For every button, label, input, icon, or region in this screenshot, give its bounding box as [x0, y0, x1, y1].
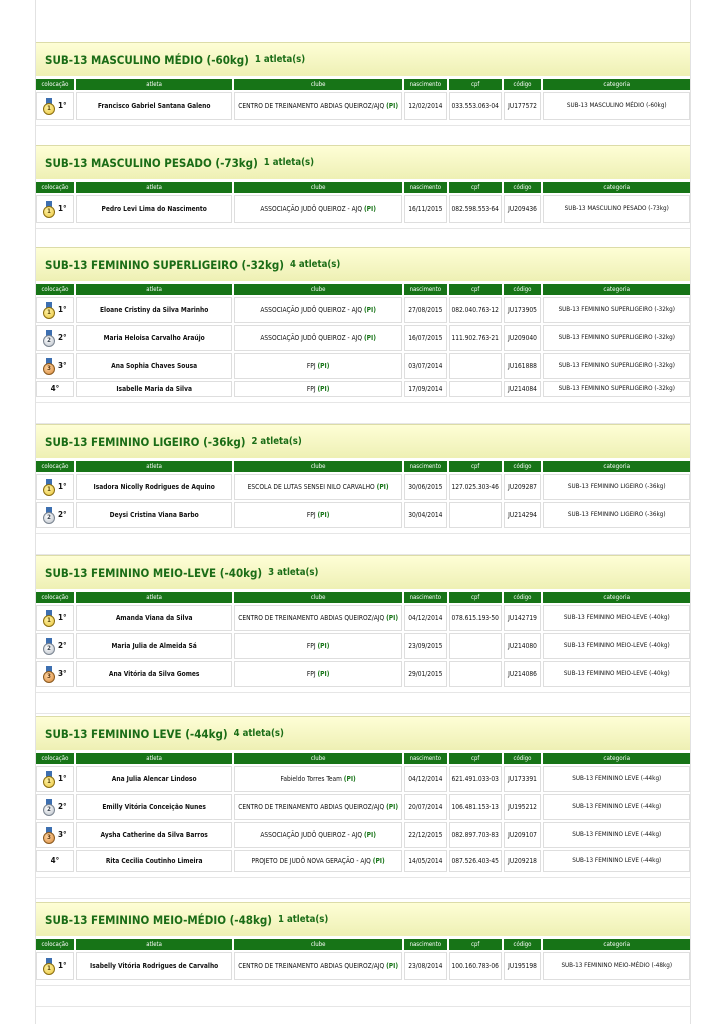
athlete-name: Aysha Catherine da Silva Barros: [76, 822, 233, 848]
club-name: FPJ: [306, 511, 316, 519]
club-cell: [234, 661, 401, 687]
cpf: [449, 633, 502, 659]
header-cpf: cpf: [449, 461, 502, 472]
athlete-count: 4 atleta(s): [233, 728, 284, 739]
club-cell: [234, 822, 401, 848]
club-cell: [234, 353, 401, 379]
category: SUB-13 FEMININO LEVE (-44kg): [543, 766, 690, 792]
bronze-medal-icon: 3: [43, 666, 55, 683]
placement: 1°: [58, 204, 67, 213]
header-nascimento: nascimento: [404, 753, 447, 764]
club-cell: [234, 297, 401, 323]
birth-date: 27/08/2015: [404, 297, 447, 323]
header-cpf: cpf: [449, 753, 502, 764]
silver-medal-icon: 2: [43, 507, 55, 524]
header-atleta: atleta: [76, 939, 233, 950]
table-row: [36, 822, 690, 848]
section-header: [36, 145, 690, 179]
club-name: ASSOCIAÇÃO JUDÔ QUEIROZ - AJQ: [260, 334, 363, 342]
header-clube: clube: [234, 182, 401, 193]
athlete-code: JU209287: [504, 474, 542, 500]
athlete-code: JU214294: [504, 502, 542, 528]
header-clube: clube: [234, 939, 401, 950]
category: SUB-13 FEMININO SUPERLIGEIRO (-32kg): [543, 381, 690, 397]
athlete-name: Maria Heloisa Carvalho Araújo: [76, 325, 233, 351]
birth-date: 16/07/2015: [404, 325, 447, 351]
cpf: 087.526.403-45: [449, 850, 502, 872]
bronze-medal-icon: 3: [43, 358, 55, 375]
section-title: SUB-13 MASCULINO MÉDIO (-60kg): [45, 52, 249, 67]
results-table: [36, 182, 690, 223]
header-colocacao: colocação: [36, 461, 74, 472]
header-cpf: cpf: [449, 592, 502, 603]
gold-medal-icon: 1: [43, 958, 55, 975]
placement: 3°: [58, 830, 67, 839]
results-table: [36, 461, 690, 528]
header-atleta: atleta: [76, 753, 233, 764]
athlete-code: JU214080: [504, 633, 542, 659]
athlete-code: JU177572: [504, 92, 542, 120]
section-spacer: [36, 985, 690, 1007]
category-section: [36, 555, 690, 714]
birth-date: 03/07/2014: [404, 353, 447, 379]
club-name: CENTRO DE TREINAMENTO ABDIAS QUEIROZ/AJQ: [238, 102, 385, 110]
header-cpf: cpf: [449, 79, 502, 90]
header-categoria: categoria: [543, 753, 690, 764]
results-page: [35, 0, 691, 1024]
section-title: SUB-13 MASCULINO PESADO (-73kg): [45, 155, 258, 170]
header-nascimento: nascimento: [404, 182, 447, 193]
athlete-count: 2 atleta(s): [251, 436, 302, 447]
header-categoria: categoria: [543, 939, 690, 950]
athlete-name: Eloane Cristiny da Silva Marinho: [76, 297, 233, 323]
header-codigo: código: [504, 79, 542, 90]
placement-cell: [36, 794, 74, 820]
table-row: [36, 766, 690, 792]
club-state: (PI): [363, 306, 376, 314]
section-title: SUB-13 FEMININO MEIO-MÉDIO (-48kg): [45, 912, 273, 927]
athlete-code: JU209107: [504, 822, 542, 848]
results-table: [36, 284, 690, 397]
placement: 2°: [58, 641, 67, 650]
section-spacer: [36, 533, 690, 555]
birth-date: 17/09/2014: [404, 381, 447, 397]
gold-medal-icon: 1: [43, 610, 55, 627]
gold-medal-icon: 1: [43, 201, 55, 218]
club-state: (PI): [363, 205, 376, 213]
placement-cell: [36, 850, 74, 872]
club-cell: [234, 325, 401, 351]
gold-medal-icon: 1: [43, 771, 55, 788]
athlete-code: JU195212: [504, 794, 542, 820]
header-colocacao: colocação: [36, 79, 74, 90]
club-cell: [234, 794, 401, 820]
cpf: 127.025.303-46: [449, 474, 502, 500]
birth-date: 20/07/2014: [404, 794, 447, 820]
athlete-count: 3 atleta(s): [268, 567, 319, 578]
header-categoria: categoria: [543, 592, 690, 603]
category: SUB-13 FEMININO LIGEIRO (-36kg): [543, 502, 690, 528]
athlete-name: Isabelle Maria da Silva: [76, 381, 233, 397]
category: SUB-13 FEMININO LEVE (-44kg): [543, 794, 690, 820]
results-table: [36, 79, 690, 120]
category-section: [36, 247, 690, 424]
header-atleta: atleta: [76, 592, 233, 603]
cpf: [449, 661, 502, 687]
athlete-name: Rita Cecilia Coutinho Limeira: [76, 850, 233, 872]
placement: 1°: [58, 961, 67, 970]
header-codigo: código: [504, 592, 542, 603]
header-colocacao: colocação: [36, 182, 74, 193]
athlete-name: Maria Julia de Almeida Sá: [76, 633, 233, 659]
table-header: [36, 182, 690, 193]
table-header: [36, 79, 690, 90]
club-name: FPJ: [306, 642, 316, 650]
athlete-name: Francisco Gabriel Santana Galeno: [76, 92, 233, 120]
section-header: [36, 424, 690, 458]
results-table: [36, 592, 690, 687]
placement-cell: [36, 92, 74, 120]
club-state: (PI): [386, 803, 399, 811]
category: SUB-13 FEMININO SUPERLIGEIRO (-32kg): [543, 325, 690, 351]
gold-medal-icon: 1: [43, 479, 55, 496]
table-row: [36, 605, 690, 631]
cpf: [449, 353, 502, 379]
table-row: [36, 381, 690, 397]
header-categoria: categoria: [543, 284, 690, 295]
placement-cell: [36, 353, 74, 379]
header-cpf: cpf: [449, 284, 502, 295]
gold-medal-icon: 1: [43, 302, 55, 319]
section-title: SUB-13 FEMININO SUPERLIGEIRO (-32kg): [45, 257, 284, 272]
header-clube: clube: [234, 461, 401, 472]
header-clube: clube: [234, 592, 401, 603]
club-cell: [234, 502, 401, 528]
category-section: [36, 716, 690, 899]
club-state: (PI): [317, 642, 330, 650]
table-header: [36, 939, 690, 950]
cpf: [449, 381, 502, 397]
club-state: (PI): [386, 102, 399, 110]
results-table: [36, 939, 690, 980]
section-spacer: [36, 877, 690, 899]
section-header: [36, 902, 690, 936]
section-title: SUB-13 FEMININO LIGEIRO (-36kg): [45, 434, 246, 449]
table-header: [36, 461, 690, 472]
table-header: [36, 592, 690, 603]
club-state: (PI): [343, 775, 356, 783]
club-state: (PI): [363, 334, 376, 342]
header-codigo: código: [504, 753, 542, 764]
category: SUB-13 MASCULINO PESADO (-73kg): [543, 195, 690, 223]
athlete-code: JU142719: [504, 605, 542, 631]
placement-cell: [36, 195, 74, 223]
athlete-code: JU214086: [504, 661, 542, 687]
club-name: Fabieldo Torres Team: [280, 775, 342, 783]
section-title: SUB-13 FEMININO LEVE (-44kg): [45, 726, 228, 741]
gold-medal-icon: 1: [43, 98, 55, 115]
club-name: ESCOLA DE LUTAS SENSEI NILO CARVALHO: [247, 483, 375, 491]
birth-date: 23/09/2015: [404, 633, 447, 659]
club-name: FPJ: [306, 362, 316, 370]
header-nascimento: nascimento: [404, 939, 447, 950]
placement-cell: [36, 766, 74, 792]
birth-date: 16/11/2015: [404, 195, 447, 223]
category-section: [36, 42, 690, 147]
table-row: [36, 952, 690, 980]
birth-date: 29/01/2015: [404, 661, 447, 687]
cpf: 078.615.193-50: [449, 605, 502, 631]
header-atleta: atleta: [76, 461, 233, 472]
athlete-code: JU161888: [504, 353, 542, 379]
placement-cell: [36, 822, 74, 848]
category: SUB-13 FEMININO MEIO-LEVE (-40kg): [543, 605, 690, 631]
header-categoria: categoria: [543, 182, 690, 193]
athlete-name: Pedro Levi Lima do Nascimento: [76, 195, 233, 223]
athlete-count: 1 atleta(s): [278, 914, 329, 925]
club-name: FPJ: [306, 670, 316, 678]
header-nascimento: nascimento: [404, 284, 447, 295]
category: SUB-13 FEMININO LEVE (-44kg): [543, 822, 690, 848]
athlete-name: Ana Vitória da Silva Gomes: [76, 661, 233, 687]
table-row: [36, 661, 690, 687]
athlete-code: JU173905: [504, 297, 542, 323]
table-row: [36, 297, 690, 323]
athlete-name: Deysi Cristina Viana Barbo: [76, 502, 233, 528]
header-colocacao: colocação: [36, 284, 74, 295]
placement: 1°: [58, 774, 67, 783]
table-row: [36, 850, 690, 872]
table-row: [36, 794, 690, 820]
placement: 1°: [58, 482, 67, 491]
results-table: [36, 753, 690, 872]
cpf: 100.160.783-06: [449, 952, 502, 980]
club-name: FPJ: [306, 385, 316, 393]
birth-date: 30/04/2014: [404, 502, 447, 528]
section-spacer: [36, 402, 690, 424]
section-header: [36, 42, 690, 76]
birth-date: 23/08/2014: [404, 952, 447, 980]
header-colocacao: colocação: [36, 753, 74, 764]
placement: 2°: [58, 802, 67, 811]
athlete-name: Ana Sophia Chaves Sousa: [76, 353, 233, 379]
section-title: SUB-13 FEMININO MEIO-LEVE (-40kg): [45, 565, 263, 580]
club-cell: [234, 92, 401, 120]
club-cell: [234, 474, 401, 500]
athlete-code: JU214084: [504, 381, 542, 397]
category: SUB-13 FEMININO LEVE (-44kg): [543, 850, 690, 872]
category: SUB-13 FEMININO SUPERLIGEIRO (-32kg): [543, 353, 690, 379]
header-categoria: categoria: [543, 79, 690, 90]
section-header: [36, 247, 690, 281]
placement-cell: [36, 325, 74, 351]
header-colocacao: colocação: [36, 939, 74, 950]
club-name: PROJETO DE JUDÔ NOVA GERAÇÃO - AJQ: [251, 857, 371, 865]
athlete-name: Amanda Viana da Silva: [76, 605, 233, 631]
header-nascimento: nascimento: [404, 592, 447, 603]
athlete-code: JU195198: [504, 952, 542, 980]
birth-date: 14/05/2014: [404, 850, 447, 872]
table-row: [36, 325, 690, 351]
header-nascimento: nascimento: [404, 461, 447, 472]
club-cell: [234, 766, 401, 792]
birth-date: 04/12/2014: [404, 605, 447, 631]
cpf: 111.902.763-21: [449, 325, 502, 351]
athlete-name: Ana Julia Alencar Lindoso: [76, 766, 233, 792]
header-codigo: código: [504, 284, 542, 295]
table-header: [36, 753, 690, 764]
club-name: CENTRO DE TREINAMENTO ABDIAS QUEIROZ/AJQ: [238, 614, 385, 622]
club-name: ASSOCIAÇÃO JUDÔ QUEIROZ - AJQ: [260, 831, 363, 839]
club-cell: [234, 381, 401, 397]
silver-medal-icon: 2: [43, 330, 55, 347]
club-state: (PI): [376, 483, 389, 491]
club-state: (PI): [386, 614, 399, 622]
category: SUB-13 FEMININO LIGEIRO (-36kg): [543, 474, 690, 500]
cpf: 082.040.763-12: [449, 297, 502, 323]
placement-cell: [36, 381, 74, 397]
club-state: (PI): [317, 385, 330, 393]
category: SUB-13 FEMININO MEIO-LEVE (-40kg): [543, 661, 690, 687]
club-state: (PI): [372, 857, 385, 865]
cpf: 082.598.553-64: [449, 195, 502, 223]
athlete-name: Isadora Nicolly Rodrigues de Aquino: [76, 474, 233, 500]
header-clube: clube: [234, 79, 401, 90]
placement-cell: [36, 297, 74, 323]
club-state: (PI): [317, 362, 330, 370]
placement: 3°: [58, 361, 67, 370]
club-state: (PI): [386, 962, 399, 970]
cpf: 621.491.033-03: [449, 766, 502, 792]
header-atleta: atleta: [76, 79, 233, 90]
club-name: ASSOCIAÇÃO JUDÔ QUEIROZ - AJQ: [260, 205, 363, 213]
athlete-name: Emilly Vitória Conceição Nunes: [76, 794, 233, 820]
birth-date: 30/06/2015: [404, 474, 447, 500]
club-state: (PI): [363, 831, 376, 839]
club-cell: [234, 605, 401, 631]
athlete-code: JU173391: [504, 766, 542, 792]
table-row: [36, 353, 690, 379]
silver-medal-icon: 2: [43, 799, 55, 816]
header-clube: clube: [234, 753, 401, 764]
placement: 3°: [58, 669, 67, 678]
bronze-medal-icon: 3: [43, 827, 55, 844]
silver-medal-icon: 2: [43, 638, 55, 655]
section-spacer: [36, 125, 690, 147]
cpf: 082.897.703-83: [449, 822, 502, 848]
category-section: [36, 145, 690, 250]
placement: 4°: [50, 384, 60, 393]
header-nascimento: nascimento: [404, 79, 447, 90]
table-row: [36, 474, 690, 500]
table-row: [36, 92, 690, 120]
placement: 4°: [50, 856, 60, 865]
header-codigo: código: [504, 461, 542, 472]
table-row: [36, 195, 690, 223]
category: SUB-13 MASCULINO MÉDIO (-60kg): [543, 92, 690, 120]
placement: 1°: [58, 613, 67, 622]
header-categoria: categoria: [543, 461, 690, 472]
placement-cell: [36, 952, 74, 980]
club-state: (PI): [317, 670, 330, 678]
birth-date: 12/02/2014: [404, 92, 447, 120]
club-state: (PI): [317, 511, 330, 519]
athlete-name: Isabelly Vitória Rodrigues de Carvalho: [76, 952, 233, 980]
table-header: [36, 284, 690, 295]
table-row: [36, 502, 690, 528]
athlete-code: JU209218: [504, 850, 542, 872]
club-cell: [234, 633, 401, 659]
header-atleta: atleta: [76, 182, 233, 193]
category-section: [36, 424, 690, 555]
placement-cell: [36, 502, 74, 528]
header-atleta: atleta: [76, 284, 233, 295]
birth-date: 22/12/2015: [404, 822, 447, 848]
club-cell: [234, 195, 401, 223]
placement-cell: [36, 474, 74, 500]
athlete-count: 4 atleta(s): [289, 259, 341, 270]
section-spacer: [36, 692, 690, 714]
club-name: ASSOCIAÇÃO JUDÔ QUEIROZ - AJQ: [260, 306, 363, 314]
section-header: [36, 716, 690, 750]
placement-cell: [36, 661, 74, 687]
category: SUB-13 FEMININO MEIO-LEVE (-40kg): [543, 633, 690, 659]
athlete-code: JU209436: [504, 195, 542, 223]
placement: 1°: [58, 101, 67, 110]
club-cell: [234, 952, 401, 980]
placement: 2°: [58, 510, 67, 519]
club-name: CENTRO DE TREINAMENTO ABDIAS QUEIROZ/AJQ: [238, 803, 385, 811]
header-codigo: código: [504, 939, 542, 950]
section-header: [36, 555, 690, 589]
cpf: [449, 502, 502, 528]
header-cpf: cpf: [449, 182, 502, 193]
header-codigo: código: [504, 182, 542, 193]
birth-date: 04/12/2014: [404, 766, 447, 792]
club-name: CENTRO DE TREINAMENTO ABDIAS QUEIROZ/AJQ: [238, 962, 385, 970]
athlete-code: JU209040: [504, 325, 542, 351]
placement: 2°: [58, 333, 67, 342]
table-row: [36, 633, 690, 659]
category: SUB-13 FEMININO SUPERLIGEIRO (-32kg): [543, 297, 690, 323]
athlete-count: 1 atleta(s): [254, 54, 306, 65]
category: SUB-13 FEMININO MEIO-MÉDIO (-48kg): [543, 952, 690, 980]
header-cpf: cpf: [449, 939, 502, 950]
placement-cell: [36, 633, 74, 659]
club-cell: [234, 850, 401, 872]
cpf: 106.481.153-13: [449, 794, 502, 820]
placement: 1°: [58, 305, 67, 314]
cpf: 033.553.063-04: [449, 92, 502, 120]
athlete-count: 1 atleta(s): [263, 157, 315, 168]
header-clube: clube: [234, 284, 401, 295]
header-colocacao: colocação: [36, 592, 74, 603]
placement-cell: [36, 605, 74, 631]
category-section: [36, 902, 690, 1007]
